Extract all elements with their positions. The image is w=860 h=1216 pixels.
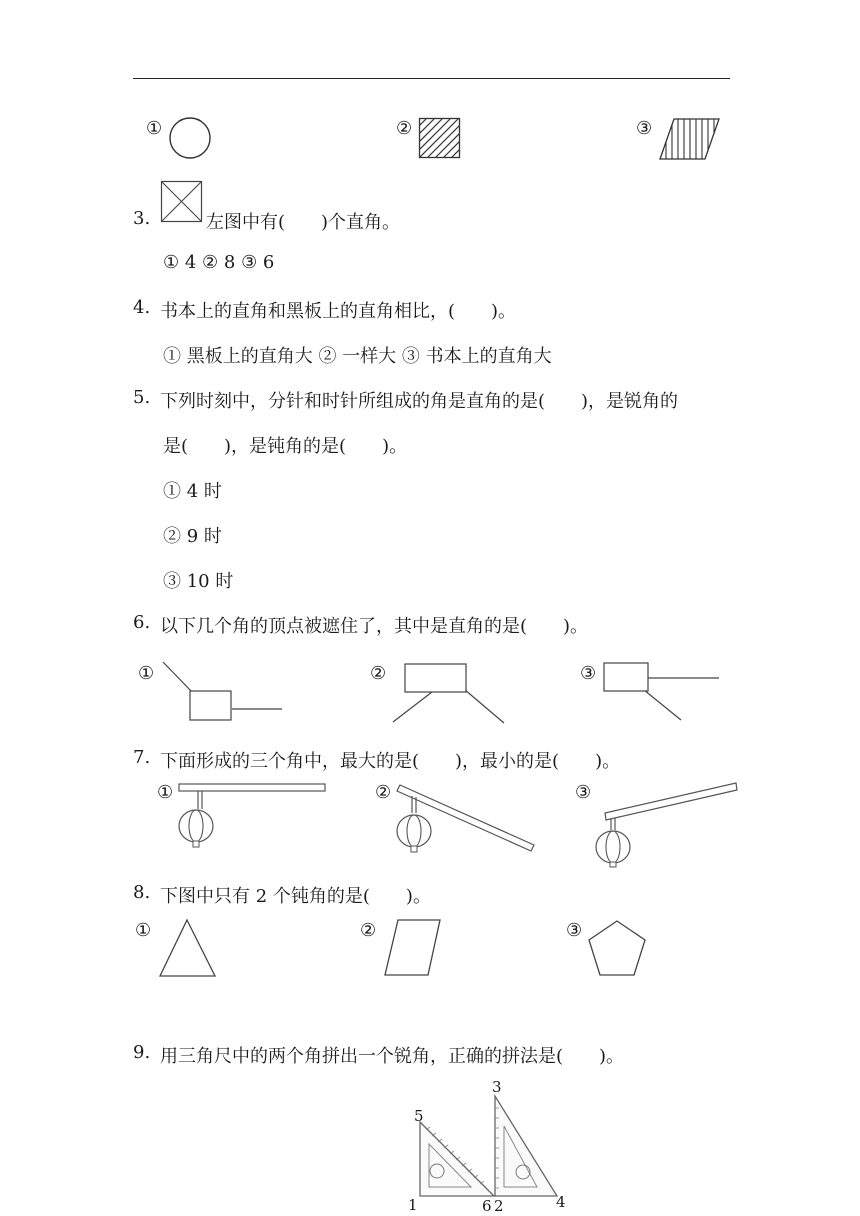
q4-number: 4.: [133, 297, 151, 318]
q6-mark-3: ③: [580, 663, 597, 684]
q5-line1: 下列时刻中，分针和时针所组成的角是直角的是( )，是锐角的: [160, 391, 679, 412]
square-with-diagonals-figure: [161, 181, 203, 223]
q8-parallelogram-figure: [383, 918, 443, 978]
q5-line2: 是( )，是钝角的是( )。: [163, 436, 408, 457]
circle-figure: [166, 116, 214, 162]
q8-mark-3: ③: [566, 920, 583, 941]
q9-vertex-label-4: 4: [556, 1193, 566, 1211]
q8-text: 下图中只有 2 个钝角的是( )。: [160, 886, 431, 907]
option-mark-3: ③: [636, 118, 653, 139]
q8-triangle-figure: [158, 918, 218, 978]
q8-pentagon-figure: [586, 919, 648, 979]
q9-vertex-label-5: 5: [414, 1107, 424, 1125]
q7-mark-3: ③: [575, 782, 592, 803]
q8-number: 8.: [133, 882, 151, 903]
option-mark-1: ①: [146, 118, 163, 139]
q6-mark-2: ②: [370, 663, 387, 684]
q3-options: ① 4 ② 8 ③ 6: [163, 252, 275, 273]
q3-number: 3.: [133, 208, 151, 229]
q5-option-3: ③ 10 时: [163, 571, 234, 592]
top-rule: [133, 78, 730, 79]
option-mark-2: ②: [396, 118, 413, 139]
q3-text: 左图中有( )个直角。: [206, 212, 401, 233]
q7-mark-2: ②: [375, 782, 392, 803]
q9-vertex-label-6: 6: [482, 1197, 492, 1215]
q6-hidden-angle-2: [390, 662, 508, 726]
q6-number: 6.: [133, 612, 151, 633]
q9-number: 9.: [133, 1042, 151, 1063]
q8-mark-2: ②: [360, 920, 377, 941]
q7-mark-1: ①: [157, 782, 174, 803]
q9-vertex-label-3: 3: [492, 1078, 502, 1096]
q9-set-squares-figure: [404, 1078, 574, 1216]
q9-vertex-label-2: 2: [494, 1197, 504, 1215]
striped-parallelogram-figure: [660, 118, 722, 162]
q4-options: ① 黑板上的直角大 ② 一样大 ③ 书本上的直角大: [163, 346, 552, 367]
q7-lantern-figure-2: [392, 781, 540, 857]
q5-option-2: ② 9 时: [163, 526, 222, 547]
q7-lantern-figure-1: [175, 781, 330, 853]
q5-number: 5.: [133, 387, 151, 408]
q4-text: 书本上的直角和黑板上的直角相比，( )。: [160, 301, 517, 322]
q9-text: 用三角尺中的两个角拼出一个锐角，正确的拼法是( )。: [160, 1046, 625, 1067]
hatched-square-figure: [419, 118, 461, 160]
q8-mark-1: ①: [135, 920, 152, 941]
q9-vertex-label-1: 1: [408, 1196, 418, 1214]
q7-number: 7.: [133, 747, 151, 768]
q5-option-1: ① 4 时: [163, 481, 222, 502]
q7-lantern-figure-3: [593, 781, 741, 867]
q6-text: 以下几个角的顶点被遮住了，其中是直角的是( )。: [160, 616, 589, 637]
q6-hidden-angle-1: [160, 660, 285, 724]
q6-mark-1: ①: [138, 663, 155, 684]
q6-hidden-angle-3: [600, 661, 722, 723]
q7-text: 下面形成的三个角中，最大的是( )，最小的是( )。: [160, 751, 621, 772]
